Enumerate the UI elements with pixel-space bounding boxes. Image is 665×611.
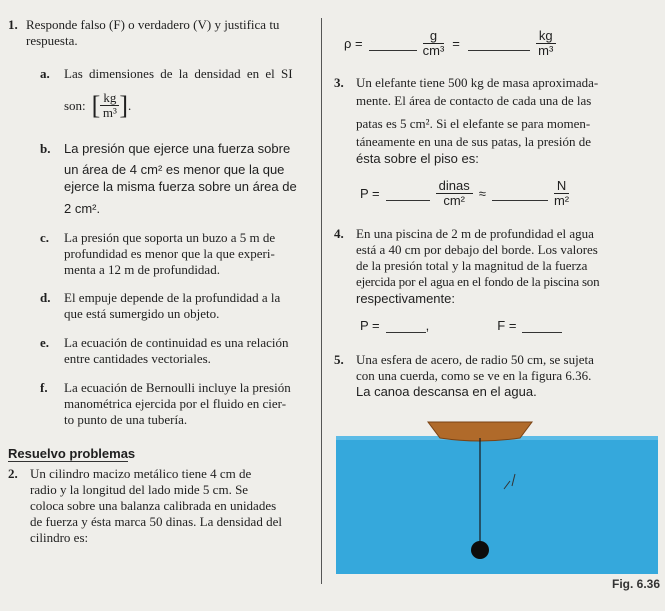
- q1-number: 1.: [8, 17, 18, 32]
- q3-frac-2: [554, 179, 569, 208]
- q4-line4: ejercida por el agua en el fondo de la piscina son: [356, 274, 600, 289]
- q4-blank-p[interactable]: [386, 318, 426, 333]
- item-b-line3: ejerce la misma fuerza sobre un área de: [64, 179, 297, 194]
- q5-line1: Una esfera de acero, de radio 50 cm, se sujeta: [356, 352, 594, 367]
- density-blank-1[interactable]: [369, 36, 417, 51]
- figure-label: Fig. 6.36: [612, 577, 661, 591]
- q3-equation: [360, 174, 569, 212]
- q4-line5: respectivamente:: [356, 291, 455, 306]
- item-a-prefix: son:: [64, 97, 86, 113]
- section-underline: [8, 461, 128, 462]
- q5-line2: con una cuerda, como se ve en la figura 6.36.: [356, 368, 592, 383]
- q1-text-line2: respuesta.: [26, 33, 78, 48]
- q3-blank-2[interactable]: [492, 186, 548, 201]
- density-blank-2[interactable]: [468, 36, 530, 51]
- q3-line1: Un elefante tiene 500 kg de masa aproximada-: [356, 75, 599, 90]
- q2-line4: de fuerza y ésta marca 50 dinas. La densidad del: [30, 514, 282, 529]
- q5-number: 5.: [334, 352, 344, 367]
- item-c-line1: La presión que soporta un buzo a 5 m de: [64, 230, 276, 245]
- q4-blank-f[interactable]: [522, 318, 562, 333]
- item-a-frac-num: kg: [100, 91, 119, 106]
- item-e-line1: La ecuación de continuidad es una relación: [64, 335, 289, 350]
- q4-line1: En una piscina de 2 m de profundidad el agua: [356, 226, 594, 241]
- item-a-fraction: [100, 91, 119, 120]
- q2-line1: Un cilindro macizo metálico tiene 4 cm de: [30, 466, 252, 481]
- q3-line4: táneamente en una de sus patas, la presión de: [356, 134, 591, 149]
- item-b-line4: 2 cm².: [64, 201, 101, 216]
- item-e-letter: e.: [40, 335, 50, 350]
- item-b-letter: b.: [40, 141, 51, 156]
- q3-approx-sign: ≈: [478, 185, 486, 201]
- q1-text-line1: Responde falso (F) o verdadero (V) y justifica tu: [26, 17, 280, 32]
- item-d-line1: El empuje depende de la profundidad a la: [64, 290, 281, 305]
- q3-frac-1: [436, 179, 473, 208]
- item-d-letter: d.: [40, 290, 51, 305]
- q4-line2: está a 40 cm por debajo del borde. Los valores: [356, 242, 598, 257]
- q4-number: 4.: [334, 226, 344, 241]
- figure-6-36: [336, 414, 658, 574]
- item-e-line2: entre cantidades vectoriales.: [64, 351, 211, 366]
- q2-line5: cilindro es:: [30, 530, 89, 545]
- q2-number: 2.: [8, 466, 18, 481]
- density-f1-num: g: [423, 29, 445, 44]
- water: [336, 436, 658, 574]
- item-b-line2: un área de 4 cm² es menor que la que: [64, 162, 285, 177]
- q4-p-lhs: P =: [360, 318, 380, 333]
- density-f2-num: kg: [536, 29, 556, 44]
- q3-f1-num: dinas: [436, 179, 473, 194]
- q3-line3: patas es 5 cm². Si el elefante se para momen-: [356, 116, 591, 131]
- q2-line2: radio y la longitud del lado mide 5 cm. Se: [30, 482, 249, 497]
- q3-lhs: P =: [360, 185, 380, 201]
- item-f-line2: manométrica ejercida por el fluido en cier-: [64, 396, 287, 411]
- item-c-line2: profundidad es menor que la que experi-: [64, 246, 275, 261]
- section-title: Resuelvo problemas: [8, 446, 136, 461]
- steel-sphere: [471, 541, 489, 559]
- q4-separator: ,: [425, 318, 430, 333]
- item-c-line3: menta a 12 m de profundidad.: [64, 262, 220, 277]
- q3-number: 3.: [334, 75, 344, 90]
- item-a-suffix: .: [128, 97, 132, 113]
- q4-f-lhs: F =: [497, 318, 517, 333]
- density-frac-2: [536, 29, 556, 58]
- bracket-left: [: [91, 90, 101, 120]
- q2-line3: coloca sobre una balanza calibrada en unidades: [30, 498, 277, 513]
- q3-blank-1[interactable]: [386, 186, 430, 201]
- item-a-frac-den: m³: [102, 104, 117, 120]
- q3-f1-den: cm²: [443, 192, 466, 208]
- column-divider: [321, 18, 322, 584]
- q4-line3: de la presión total y la magnitud de la fuerza: [356, 258, 588, 273]
- item-f-line3: to punto de una tubería.: [64, 412, 188, 427]
- item-a-letter: a.: [40, 66, 50, 81]
- item-a-line2: [64, 88, 131, 122]
- item-f-line1: La ecuación de Bernoulli incluye la presión: [64, 380, 291, 395]
- item-c-letter: c.: [40, 230, 50, 245]
- q5-line3: La canoa descansa en el agua.: [356, 384, 537, 399]
- item-b-line1: La presión que ejerce una fuerza sobre: [64, 141, 291, 156]
- item-d-line2: que está sumergido un objeto.: [64, 306, 220, 321]
- q3-f2-den: m²: [553, 192, 570, 208]
- density-equation: [344, 24, 556, 62]
- density-frac-1: [423, 29, 445, 58]
- q3-f2-num: N: [554, 179, 569, 194]
- density-eq-sign: =: [452, 35, 460, 51]
- q3-line2: mente. El área de contacto de cada una de las: [356, 93, 592, 108]
- density-f1-den: cm³: [422, 42, 445, 58]
- density-lhs: ρ =: [344, 35, 363, 51]
- item-a-line1: Las dimensiones de la densidad en el SI: [64, 66, 293, 81]
- item-f-letter: f.: [40, 380, 48, 395]
- density-f2-den: m³: [538, 42, 554, 58]
- q4-equation: [360, 318, 562, 333]
- q3-line5: ésta sobre el piso es:: [356, 151, 479, 166]
- bracket-right: ]: [119, 90, 129, 120]
